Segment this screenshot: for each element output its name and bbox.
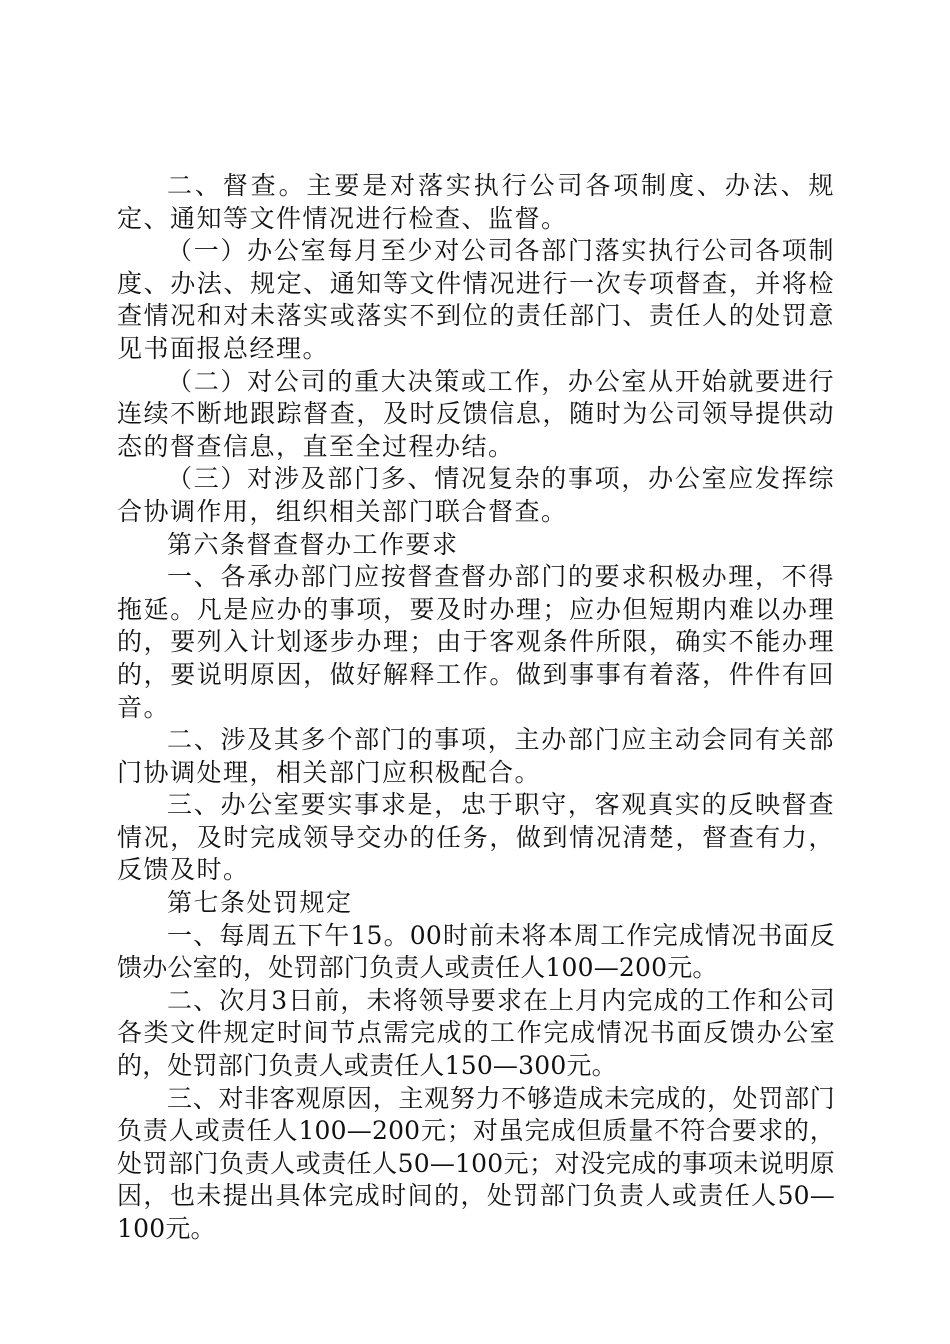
paragraph-item-2: （二）对公司的重大决策或工作，办公室从开始就要进行连续不断地跟踪督查，及时反馈信息，随时为公司领导提供动态的督查信息，直至全过程办结。 — [117, 366, 835, 461]
article-6-heading: 第六条督查督办工作要求 — [167, 529, 459, 559]
article-7-heading: 第七条处罚规定 — [167, 888, 353, 918]
paragraph-item-3: （三）对涉及部门多、情况复杂的事项，办公室应发挥综合协调作用，组织相关部门联合督查。 — [117, 464, 835, 526]
document-body — [117, 170, 835, 1246]
article-7-rule-1: 一、每周五下午15。00时前未将本周工作完成情况书面反馈办公室的，处罚部门负责人或责任人100—200元。 — [117, 920, 835, 983]
article-7-rule-2: 二、次月3日前，未将领导要求在上月内完成的工作和公司各类文件规定时间节点需完成的工作完成情况书面反馈办公室的，处罚部门负责人或责任人150—300元。 — [117, 985, 835, 1081]
paragraph-item-1: （一）办公室每月至少对公司各部门落实执行公司各项制度、办法、规定、通知等文件情况进行一次专项督查，并将检查情况和对未落实或落实不到位的责任部门、责任人的处罚意见书面报总经理。 — [117, 236, 835, 363]
paragraph-supervision: 二、督查。主要是对落实执行公司各项制度、办法、规定、通知等文件情况进行检查、监督。 — [117, 171, 835, 233]
article-7-rule-3: 三、对非客观原因，主观努力不够造成未完成的，处罚部门负责人或责任人100—200元；对虽完成但质量不符合要求的，处罚部门负责人或责任人50—100元；对没完成的事项未说明原因，也未提出具体完成时间的，处罚部门负责人或责任人50—100元。 — [117, 1083, 835, 1243]
article-6-rule-1: 一、各承办部门应按督查督办部门的要求积极办理，不得拖延。凡是应办的事项，要及时办理；应办但短期内难以办理的，要列入计划逐步办理；由于客观条件所限，确实不能办理的，要说明原因，做好解释工作。做到事事有着落，件件有回音。 — [117, 562, 835, 722]
article-6-rule-3: 三、办公室要实事求是，忠于职守，客观真实的反映督查情况，及时完成领导交办的任务，做到情况清楚，督查有力，反馈及时。 — [117, 790, 835, 885]
article-6-rule-2: 二、涉及其多个部门的事项，主办部门应主动会同有关部门协调处理，相关部门应积极配合。 — [117, 725, 835, 787]
